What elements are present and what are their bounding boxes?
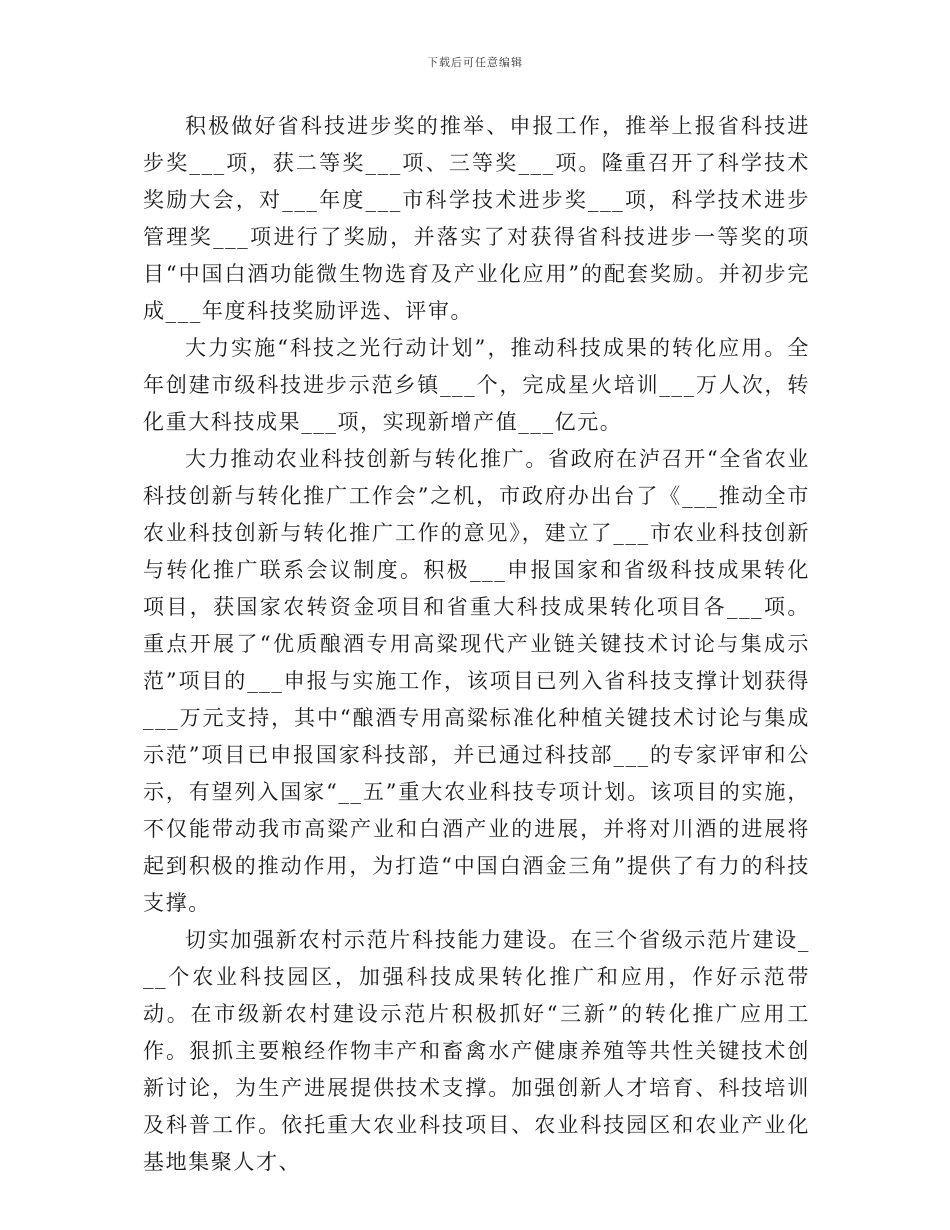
document-body — [143, 108, 810, 1181]
paragraph-action-plan: 大力实施“科技之光行动计划”，推动科技成果的转化应用。全年创建市级科技进步示范乡镇___个，完成星火培训___万人次，转化重大科技成果___项，实现新增产值___亿元。 — [143, 336, 810, 434]
paragraph-demo-zone: 切实加强新农村示范片科技能力建设。在三个省级示范片建设___个农业科技园区，加强科技成果转化推广和应用，作好示范带动。在市级新农村建设示范片积极抓好“三新”的转化推广应用工作。狠抓主要粮经作物丰产和畜禽水产健康养殖等共性关键技术创新讨论，为生产进展提供技术支撑。加强创新人才培育、科技培训及科普工作。依托重大农业科技项目、农业科技园区和农业产业化基地集聚人才、 — [143, 928, 810, 1174]
paragraph-agri-innovation: 大力推动农业科技创新与转化推广。省政府在泸召开“全省农业科技创新与转化推广工作会”之机，市政府办出台了《___推动全市农业科技创新与转化推广工作的意见》，建立了___市农业科技创新与转化推广联系会议制度。积极___申报国家和省级科技成果转化项目，获国家农转资金项目和省重大科技成果转化项目各___项。重点开展了“优质酿酒专用高粱现代产业链关键技术讨论与集成示范”项目的___申报与实施工作，该项目已列入省科技支撑计划获得___万元支持，其中“酿酒专用高粱标准化种植关键技术讨论与集成示范”项目已申报国家科技部，并已通过科技部___的专家评审和公示，有望列入国家“__五”重大农业科技专项计划。该项目的实施，不仅能带动我市高粱产业和白酒产业的进展，并将对川酒的进展将起到积极的推动作用，为打造“中国白酒金三角”提供了有力的科技支撑。 — [143, 447, 810, 915]
paragraph-awards: 积极做好省科技进步奖的推举、申报工作，推举上报省科技进步奖___项，获二等奖___项、三等奖___项。隆重召开了科学技术奖励大会，对___年度___市科学技术进步奖___项，科学技术进步管理奖___项进行了奖励，并落实了对获得省科技进步一等奖的项目“中国白酒功能微生物选育及产业化应用”的配套奖励。并初步完成___年度科技奖励评选、评审。 — [143, 114, 810, 323]
page-header: 下载后可任意编辑 — [427, 56, 523, 69]
